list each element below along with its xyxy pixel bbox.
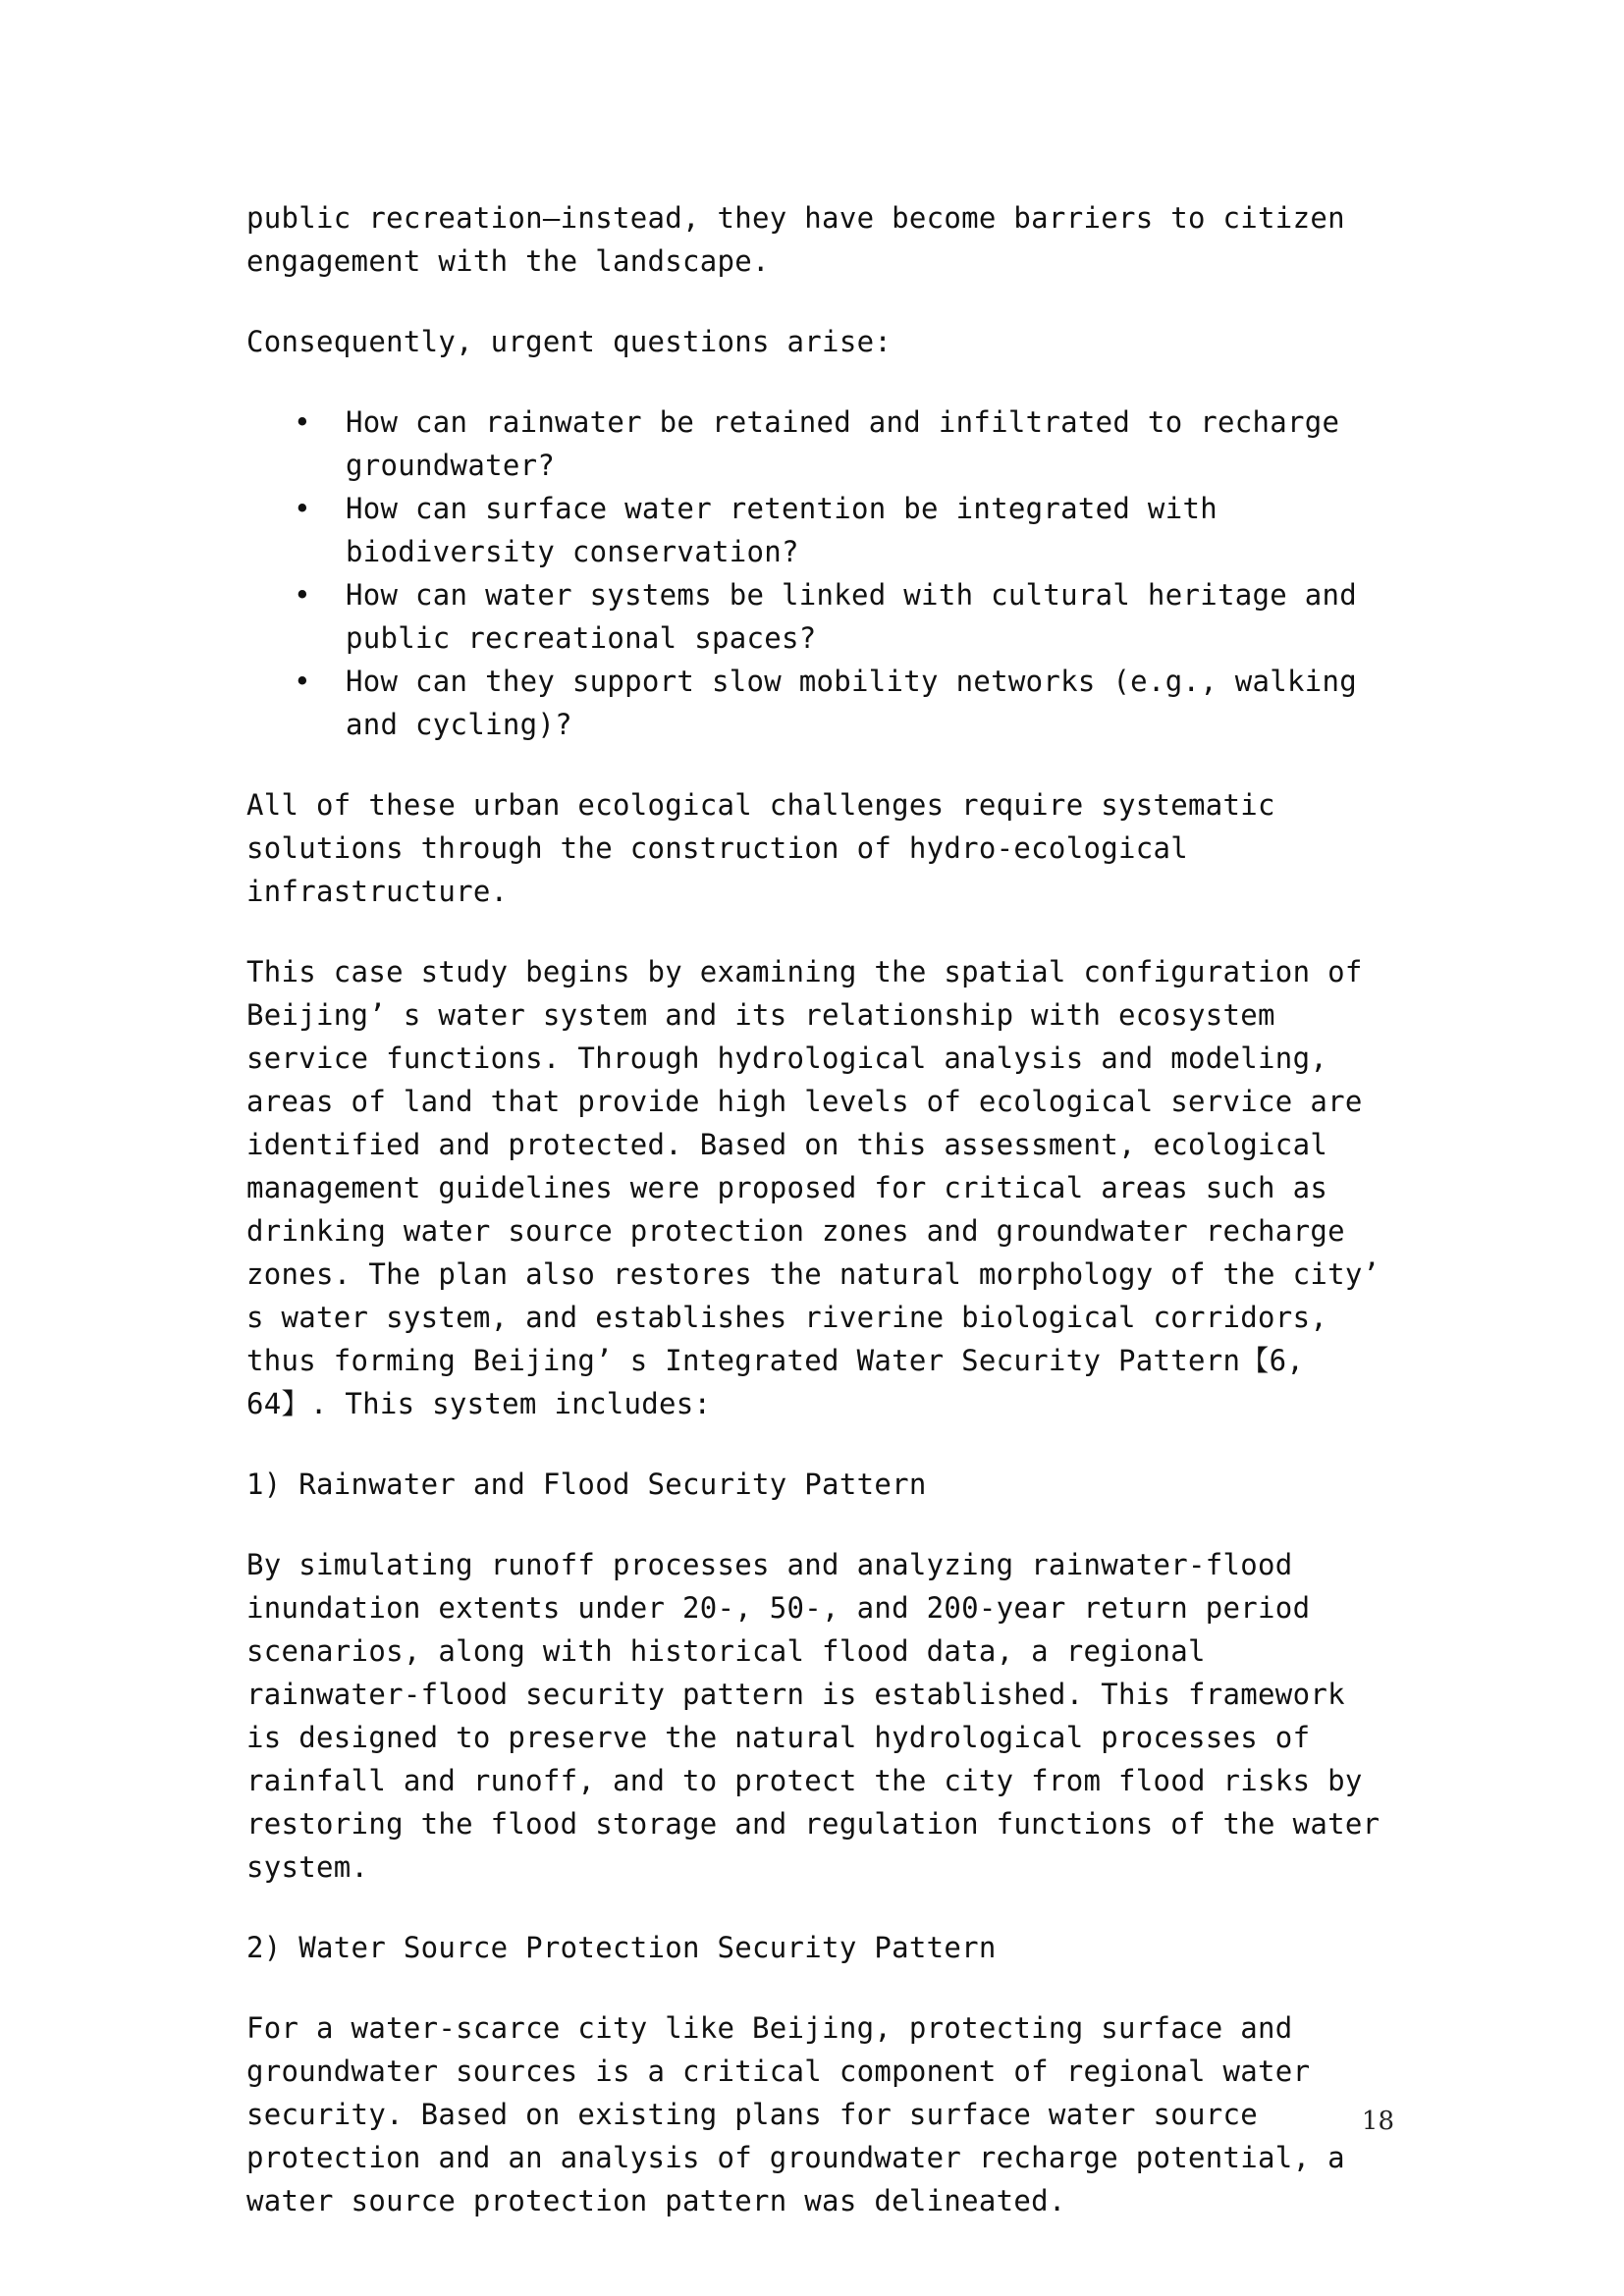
bullet-dot-icon: •	[294, 492, 311, 525]
paragraph-water-source: For a water-scarce city like Beijing, protecting surface and groundwater sources is a critical component of regional water security. Based on existing plans for surface water source protection and an analysis of groundwater recharge potential, a water source protection pattern was delineated.	[246, 2011, 1363, 2217]
paragraph-questions-intro: Consequently, urgent questions arise:	[246, 325, 893, 358]
section-heading-rainwater-flood: 1) Rainwater and Flood Security Pattern	[246, 1468, 927, 1501]
list-item: • How can rainwater be retained and infiltrated to recharge groundwater?	[346, 400, 1395, 487]
bullet-dot-icon: •	[294, 578, 311, 612]
list-item: • How can water systems be linked with cultural heritage and public recreational spaces?	[346, 573, 1395, 660]
section-heading-water-source: 2) Water Source Protection Security Pattern	[246, 1931, 997, 1964]
document-page	[246, 196, 1398, 2260]
paragraph-flood-pattern: By simulating runoff processes and analyzing rainwater-flood inundation extents under 20-, 50-, and 200-year return period scenarios, along with historical flood data, a regional rainwater-flood security pattern is established. This framework is designed to preserve the natural hydrological processes of rainfall and runoff, and to protect the city from flood risks by restoring the flood storage and regulation functions of the water system.	[246, 1548, 1398, 1884]
bullet-dot-icon: •	[294, 405, 311, 439]
page-number: 18	[1361, 2107, 1394, 2136]
questions-list	[246, 400, 1395, 746]
paragraph-continuation: public recreation—instead, they have become barriers to citizen engagement with the landscape.	[246, 201, 1363, 278]
paragraph-case-study: This case study begins by examining the spatial configuration of Beijing’ s water system and its relationship with ecosystem service functions. Through hydrological analysis and modeling, areas of land that provide high levels of ecological service are identified and protected. Based on this assessment, ecological management guidelines were proposed for critical areas such as drinking water source protection zones and groundwater recharge zones. The plan also restores the natural morphology of the city’ s water system, and establishes riverine biological corridors, thus forming Beijing’ s Integrated Water Security Pattern【6, 64】. This system includes:	[246, 955, 1398, 1420]
paragraph-challenges: All of these urban ecological challenges require systematic solutions through the construction of hydro-ecological infrastructure.	[246, 788, 1293, 908]
bullet-dot-icon: •	[294, 665, 311, 698]
list-item: • How can surface water retention be integrated with biodiversity conservation?	[346, 487, 1395, 573]
list-item: • How can they support slow mobility networks (e.g., walking and cycling)?	[346, 660, 1395, 746]
